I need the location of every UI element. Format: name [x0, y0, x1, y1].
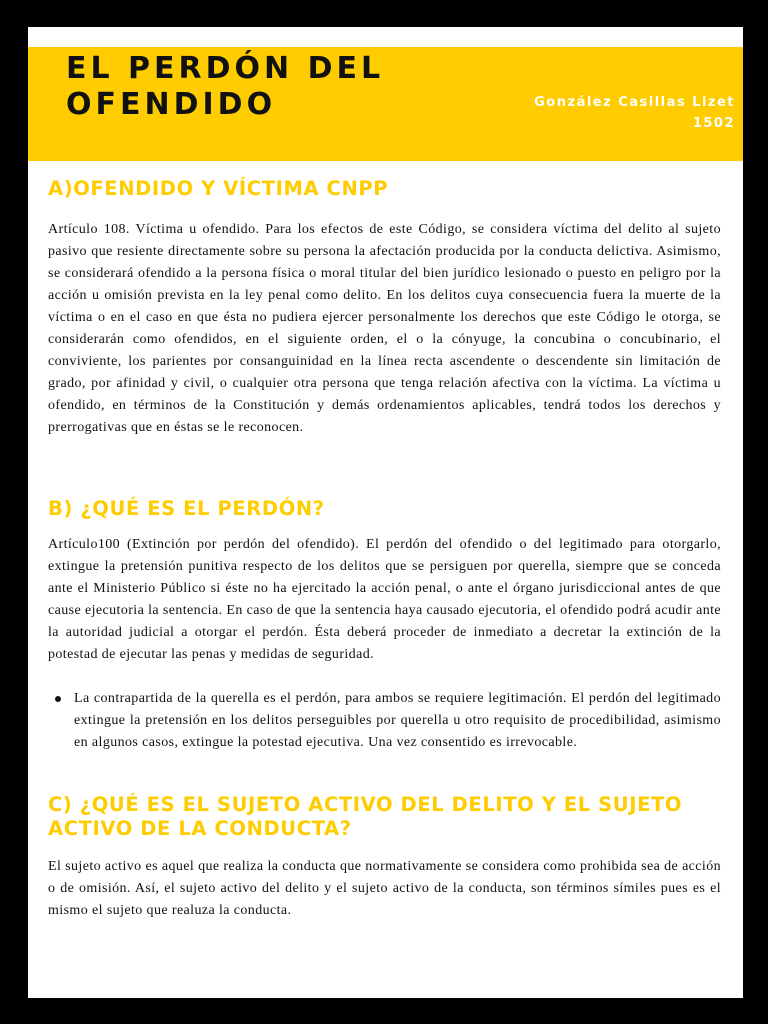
document-page	[28, 27, 743, 998]
document-title-line-2: OFENDIDO	[66, 87, 277, 122]
bullet-dot-icon	[55, 696, 61, 702]
section-a-paragraph: Artículo 108. Víctima u ofendido. Para los efectos de este Código, se considera víctima del delito al sujeto pasivo que resiente directamente sobre su persona la afectación producida por la conducta delictiva. Asimismo, se considerará ofendido a la persona física o moral titular del bien jurídico lesionado o puesto en peligro por la acción u omisión prevista en la ley penal como delito. En los delitos cuya consecuencia fuera la muerte de la víctima o en el caso en que ésta no pudiera ejercer personalmente los derechos que este Código le otorga, se considerarán como ofendidos, en el siguiente orden, el o la cónyuge, la concubina o concubinario, el conviviente, los parientes por consanguinidad en la línea recta ascendente o descendente sin limitación de grado, por afinidad y civil, o cualquier otra persona que tenga relación afectiva con la víctima. La víctima u ofendido, en términos de la Constitución y demás ordenamientos aplicables, tendrá todos los derechos y prerrogativas que en éstas se le reconocen.	[48, 222, 721, 435]
document-title-line-1: EL PERDÓN DEL	[66, 51, 385, 86]
header-banner	[28, 47, 743, 161]
author-name: González Casillas Lizet	[534, 95, 735, 110]
section-c-heading-line-2: ACTIVO DE LA CONDUCTA?	[48, 817, 352, 840]
section-b-heading: B) ¿QUÉ ES EL PERDÓN?	[48, 497, 325, 520]
section-a-heading: A)OFENDIDO Y VÍCTIMA CNPP	[48, 177, 389, 200]
list-item	[48, 688, 721, 754]
section-b-bullet-list	[48, 688, 721, 754]
author-code: 1502	[692, 116, 735, 131]
section-b-paragraph: Artículo100 (Extinción por perdón del ofendido). El perdón del ofendido o del legitimado para otorgarlo, extingue la pretensión punitiva respecto de los delitos que se persiguen por querella, siempre que se conceda ante el Ministerio Público si éste no ha ejercitado la acción penal, o ante el órgano jurisdiccional antes de que cause ejecutoria la sentencia. En caso de que la sentencia haya causado ejecutoria, el ofendido podrá acudir ante la autoridad judicial a otorgar el perdón. Ésta deberá proceder de inmediato a decretar la extinción de la potestad de ejecutar las penas y medidas de seguridad.	[48, 537, 721, 662]
document-title	[66, 51, 384, 123]
section-b-bullet-text: La contrapartida de la querella es el perdón, para ambos se requiere legitimación. El perdón del legitimado extingue la pretensión en los delitos perseguibles por querella u otro requisito de procedibilidad, asimismo en algunos casos, extingue la potestad ejecutiva. Una vez consentido es irrevocable.	[74, 691, 721, 750]
section-c-paragraph: El sujeto activo es aquel que realiza la conducta que normativamente se considera como prohibida sea de acción o de omisión. Así, el sujeto activo del delito y el sujeto activo de la conducta, son términos símiles pues es el mismo el sujeto que realuza la conducta.	[48, 859, 721, 918]
author-block	[534, 92, 735, 134]
section-c-heading	[48, 793, 682, 841]
section-c-heading-line-1: C) ¿QUÉ ES EL SUJETO ACTIVO DEL DELITO Y EL SUJETO	[48, 793, 683, 816]
